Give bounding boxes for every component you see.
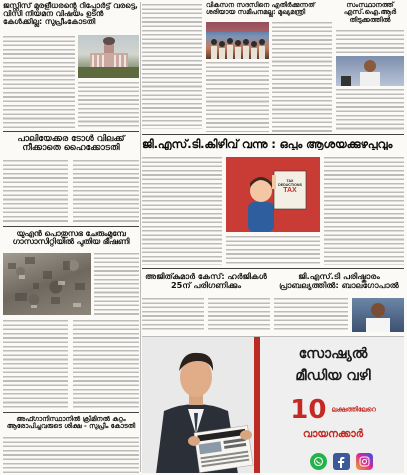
balagopal-photo xyxy=(352,298,404,332)
whatsapp-icon[interactable] xyxy=(310,453,327,470)
column-divider xyxy=(3,412,139,413)
headline-gst-balagopal: ജി.എസ്.ടി പരിഷ്കാരം പ്രാബല്യത്തിൽ: ബാലഗോപാൽ xyxy=(279,271,399,290)
article-body xyxy=(336,30,404,54)
article-body xyxy=(3,437,139,473)
column-divider xyxy=(3,131,139,132)
headline-ajithkumar-case: അജിത്കുമാർ കേസ്: ഹർജികൾ 25ന് പരിഗണിക്കും xyxy=(145,271,267,290)
page-gutter xyxy=(140,2,141,472)
column-divider xyxy=(142,268,404,269)
article-body xyxy=(272,22,332,67)
article-body xyxy=(94,253,139,315)
social-media-ad[interactable] xyxy=(142,336,404,473)
article-body xyxy=(3,36,75,129)
article-body xyxy=(336,89,404,132)
article-body xyxy=(78,82,139,129)
ad-count-suffix: ലക്ഷത്തിലേറെ xyxy=(331,405,376,414)
article-body xyxy=(208,298,270,332)
headline-gaza: യുഎൻ പൊതുസഭ ചേരുംമുമ്പേ ഗാസാസിറ്റിയിൽ പുതിയ ഭീഷണി xyxy=(12,229,130,247)
article-body xyxy=(142,4,202,129)
headline-toll-ban: പാലിയേക്കര ടോൾ വിലക്ക് നീക്കാതെ ഹൈക്കോടതി xyxy=(17,134,125,154)
social-icons xyxy=(306,453,376,471)
headline-vc-appointment: ജസ്റ്റിസ് മുരളീധരൻ്റെ റിപ്പോർട്ട് വരട്ടെ, വിസി നിയമന വിഷയം ഉടൻ കേൾക്കില്ല: സുപ്രീംകോടതി xyxy=(3,1,138,26)
tax-card-label: TAX DEDUCTIONS xyxy=(278,179,302,187)
article-body xyxy=(272,70,332,132)
speaker-photo xyxy=(336,56,404,86)
article-body xyxy=(226,236,320,266)
article-body xyxy=(3,160,68,223)
instagram-icon[interactable] xyxy=(356,453,373,470)
tax-illustration xyxy=(226,157,320,232)
ad-line-media: മീഡിയ വഴി xyxy=(295,368,371,384)
article-body xyxy=(324,157,404,265)
reader-illustration xyxy=(142,337,254,473)
headline-afghan-case: അഫ്ഗാനിസ്ഥാനിൽ ക്രിമിനൽ കുറ്റം ആരോപിച്ചവരുടെ ശിക്ഷ - സുപ്രീം കോടതി xyxy=(6,415,136,430)
ad-line-social: സോഷ്യൽ xyxy=(298,346,368,362)
ad-count-row xyxy=(266,395,400,425)
gaza-rubble-photo xyxy=(3,253,91,315)
article-body xyxy=(73,160,139,223)
article-body xyxy=(142,157,222,265)
article-body xyxy=(73,320,139,410)
facebook-icon[interactable] xyxy=(333,453,350,470)
chief-minister-event-photo xyxy=(206,22,269,59)
headline-sir: സംസ്ഥാനത്ത് എസ്.ഐ.ആർ തിടുക്കത്തിൽ xyxy=(343,1,397,24)
ad-readers: വായനക്കാർ xyxy=(302,428,364,440)
article-body xyxy=(206,62,269,132)
column-divider xyxy=(142,134,404,135)
tax-sign-label: TAX xyxy=(283,187,297,194)
article-body xyxy=(142,298,204,332)
ad-count: 10 xyxy=(290,395,327,425)
article-body xyxy=(3,320,68,410)
article-body xyxy=(274,298,348,332)
ad-ribbon xyxy=(254,337,260,473)
column-divider xyxy=(3,226,139,227)
headline-vikasana-sadas: വികസന സദസിനെ എതിർക്കുന്നത് ശരിയായ സമീപനമല്ല: മുഖ്യമന്ത്രി xyxy=(206,1,315,16)
headline-gst-reduction: ജി.എസ്.ടി.കിഴിവ് വന്നു : ഒപ്പം ആശയക്കുഴപ്പവും xyxy=(142,138,393,151)
supreme-court-photo xyxy=(78,35,139,78)
